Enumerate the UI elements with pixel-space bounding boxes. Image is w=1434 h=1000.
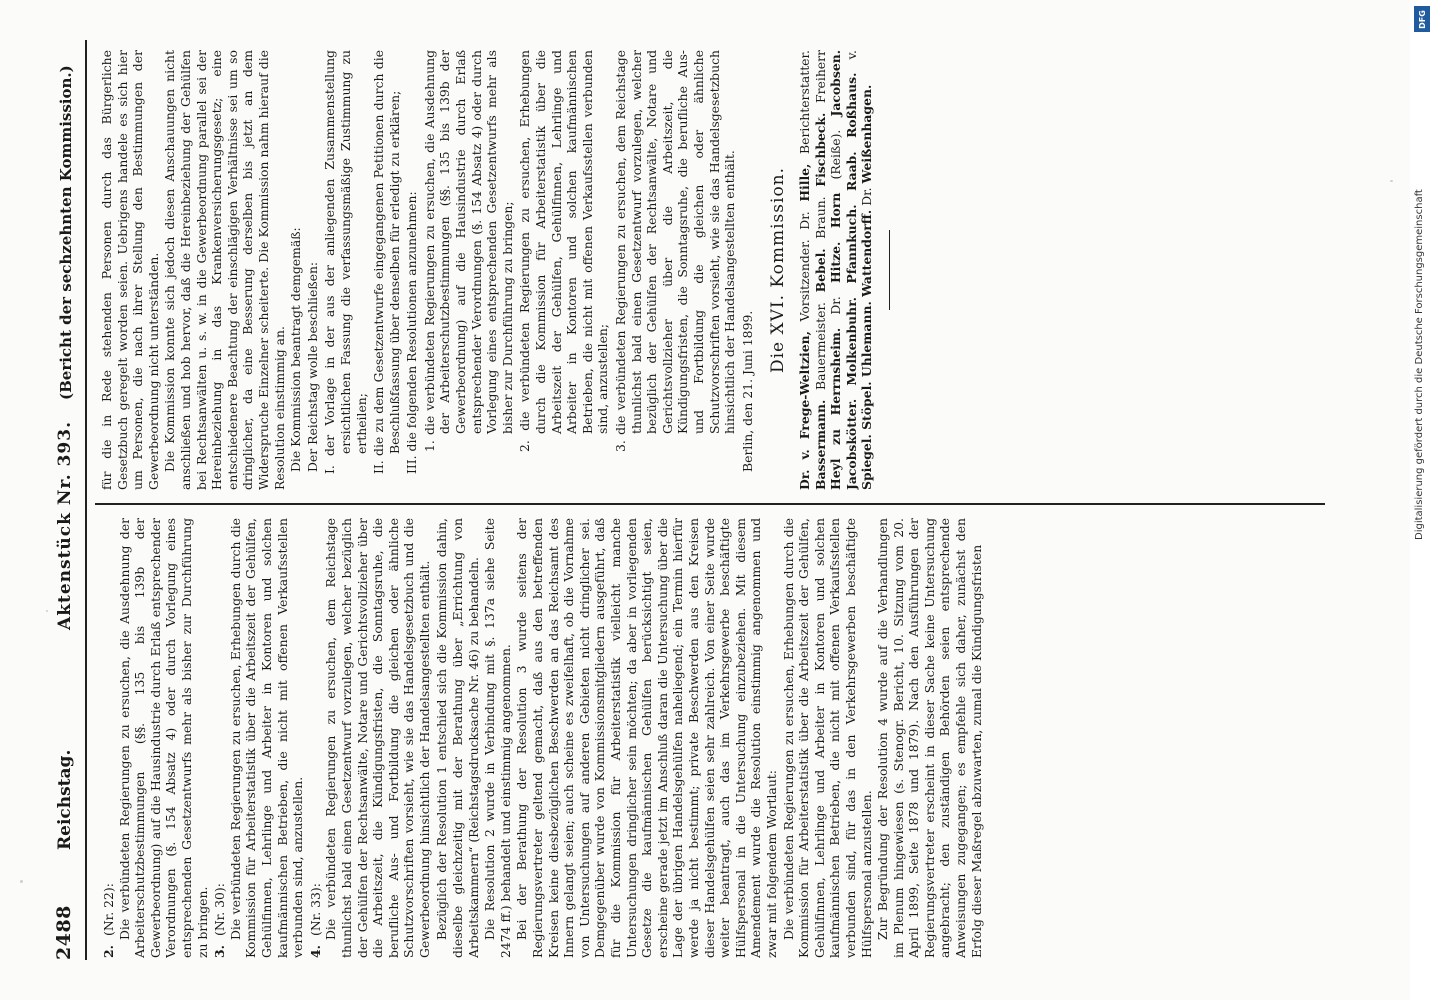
end-rule	[889, 230, 890, 310]
member-title: v.	[843, 50, 859, 73]
member-name: Molkenbuhr. Pfannkuch. Raab. Roßhaus.	[843, 72, 859, 386]
item-ref: (Nr. 30):	[212, 883, 228, 936]
page-header	[55, 40, 81, 960]
member-name: Fischbeck.	[812, 112, 828, 187]
header-rule	[85, 40, 87, 960]
member-title: Freiherr	[812, 50, 828, 113]
resolution-item-4	[308, 518, 433, 958]
item-ref: (Nr. 22):	[101, 883, 116, 936]
column-divider	[95, 503, 1325, 505]
header-aktenstueck: Aktenstück Nr. 393.	[55, 420, 75, 630]
item-text: Die verbündeten Regierungen zu ersuchen, dem Reichstage thunlichst bald einen Gesetzentwurf vorzulegen, welcher bezüglich der Gehülfen der Rechtsanwälte, Notare und Gerichtsvollzieher über die Arbeitszeit, die Kündigungsfristen, die Sonntagsruhe, die berufliche Aus- und Fortbildung die gleichen oder ähnliche Schutzvorschriften vorsieht, wie sie das Handelsgesetzbuch und die Gewerbeordnung hinsichtlich der Handelsangestellten enthält.	[323, 518, 432, 958]
right-column	[99, 50, 1339, 490]
motion-item: I. der Vorlage in der aus der anliegenden Zusammenstellung ersichtlichen Fassung die verfassungsmäßige Zustimmung zu ertheilen;	[322, 50, 369, 474]
paragraph: Bei der Berathung der Resolution 3 wurde seitens der Regierungsvertreter geltend gemacht, daß aus den betreffenden Kreisen keine diesbezüglichen Beschwerden an das Reichsamt des Innern gelangt seien; auch scheine es zweifelhaft, ob die Vornahme von Untersuchungen auf anderen Gebieten nicht dringlicher sei. Demgegenüber wurde von Kommissionsmitgliedern ausgeführt, daß für die Kommission für Arbeiterstatistik vielleicht manche Untersuchungen dringlicher sein möchten; da aber in vorliegenden Gesetze die kaufmännischen Gehülfen berücksichtigt seien, erscheine gerade jetzt im Anschluß daran die Untersuchung über die Lage der übrigen Handelsgehülfen naheliegend; ein Termin hierfür werde ja nicht bestimmt; private Beschwerden aus den Kreisen dieser Handelsgehülfen seien sehr zahlreich. Von einer Seite wurde weiter beantragt, auch das im Verkehrsgewerbe beschäftigte Hülfspersonal in die Untersuchung einzubeziehen. Mit diesem Amendement wurde die Resolution einstimmig angenommen und zwar mit folgendem Wortlaut:	[514, 518, 779, 958]
member-note: (Reiße).	[828, 116, 844, 193]
header-reichstag: Reichstag.	[55, 749, 75, 850]
left-column	[99, 518, 1339, 958]
item-number: 2.	[101, 945, 116, 958]
member-name: Hitze. Horn	[828, 192, 844, 284]
paragraph: Bezüglich der Resolution 1 entschied sich die Kommission dahin, dieselbe gleichzeitig mit der Berathung über „Errichtung von Arbeitskammern“ (Reichstagsdrucksache Nr. 46) zu behandeln.	[434, 518, 481, 958]
item-text: Die verbündeten Regierungen zu ersuchen, Erhebungen durch die Kommission für Arbeiterstatistik über die Arbeitszeit der Gehülfen, Gehülfinnen, Lehrlinge und Arbeiter in Kontoren und solchen kaufmännischen Betrieben, die nicht mit offenen Verkaufsstellen verbunden sind, anzustellen.	[227, 518, 306, 958]
date-line: Berlin, den 21. Juni 1899.	[739, 310, 755, 472]
member-name: Heyl zu Herrnsheim.	[828, 327, 844, 490]
rotated-page-content	[55, 0, 1345, 1000]
member-title: Dr.	[828, 283, 844, 328]
resolution-entry: 3. die verbündeten Regierungen zu ersuchen, dem Reichstage thunlichst bald einen Gesetzentwurf vorzulegen, welcher bezüglich der Gehülfen der Rechtsanwälte, Notare und Gerichtsvollzieher über die Arbeitszeit, die Kündigungsfristen, die Sonntagsruhe, die berufliche Aus- und Fortbildung die gleichen oder ähnliche Schutzvorschriften vorsieht, wie sie das Handelsgesetzbuch hinsichtlich der Handelsangestellten enthält.	[613, 50, 738, 452]
scan-speck	[20, 880, 23, 883]
item-text: Die verbündeten Regierungen zu ersuchen, die Ausdehnung der Arbeiterschutzbestimmungen (§§. 135 bis 139b der Gewerbeordnung) auf die Hausindustrie durch Erlaß entsprechender Verordnungen (§. 154 Absatz 4) oder durch Vorlegung eines entsprechenden Gesetzentwurfs mehr als bisher zur Durchführung zu bringen.	[116, 518, 210, 958]
paragraph: Die verbündeten Regierungen zu ersuchen, Erhebungen durch die Kommission für Arbeiterstatistik über die Arbeitszeit der Gehülfen, Gehülfinnen, Lehrlinge und Arbeiter in Kontoren und solchen kaufmännischen Betrieben, die nicht mit offenen Verkaufsstellen verbunden sind, für das in den Verkehrsgewerben beschäftigte Hülfspersonal anzustellen.	[780, 518, 874, 958]
scan-speck	[1390, 180, 1393, 182]
member-name: Spiegel. Stöpel. Uhlemann. Wattendorff.	[859, 209, 875, 490]
item-ref: (Nr. 33):	[307, 883, 323, 936]
member-name: Jacobsen. Jacobskötter.	[828, 50, 859, 490]
member-name: Weißenhagen.	[859, 84, 875, 184]
member-name: Dr. v. Frege-Weltzien,	[796, 331, 812, 490]
member-name: Bassermann.	[812, 399, 828, 490]
member-name: Bauermeister.	[812, 292, 828, 400]
dfg-logo-text: DFG	[1417, 9, 1427, 29]
member-name: Hille,	[796, 163, 812, 202]
resolution-list	[422, 50, 738, 452]
resolution-entry: 2. die verbündeten Regierungen zu ersuchen, Erhebungen durch die Kommission für Arbeiterstatistik über die Arbeitszeit der Gehülfen, Gehülfinnen, Lehrlinge und Arbeiter in Kontoren und solchen kaufmännischen Betrieben, die nicht mit offenen Verkaufsstellen verbunden sind, anzustellen;	[517, 50, 611, 452]
scan-speck	[46, 610, 48, 612]
paragraph: für die in Rede stehenden Personen durch das Bürgerliche Gesetzbuch geregelt worden seien. Uebrigens handele es sich hier um Personen, die nach ihrer Stellung den Bestimmungen der Gewerbeordnung nicht unterständen.	[99, 50, 161, 490]
resolution-item-3	[212, 518, 306, 958]
paragraph: Die Resolution 2 wurde in Verbindung mit §. 137a siehe Seite 2474 ff.) behandelt und einstimmig angenommen.	[482, 518, 513, 958]
item-number: 4.	[307, 945, 323, 958]
page-number: 2488	[53, 905, 75, 960]
resolution-entry: 1. die verbündeten Regierungen zu ersuchen, die Ausdehnung der Arbeiterschutzbestimmungen (§§. 135 bis 139b der Gewerbeordnung) auf die Hausindustrie durch Erlaß entsprechender Verordnungen (§. 154 Absatz 4) oder durch Vorlegung eines entsprechenden Gesetzentwurfs mehr als bisher zur Durchführung zu bringen;	[421, 50, 515, 452]
header-bericht: (Bericht der sechzehnten Kommission.)	[57, 65, 75, 400]
member-name: Braun.	[812, 186, 828, 249]
item-number: 3.	[212, 945, 228, 958]
motion-item: III. die folgenden Resolutionen anzunehmen:	[404, 191, 420, 474]
paragraph: Zur Begründung der Resolution 4 wurde auf die Verhandlungen im Plenum hingewiesen (s. Stenogr. Bericht, 10. Sitzung vom 20. April 1899, Seite 1878 und 1879). Nach den Ausführungen der Regierungsvertreter erscheint in dieser Sache keine Untersuchung angebracht; den zuständigen Behörden seien entsprechende Anweisungen zugegangen; es empfehle sich daher, zunächst den Erfolg dieser Maßregel abzuwarten, zumal die Kündigungsfristen	[875, 518, 984, 958]
paragraph: Der Reichstag wolle beschließen:	[304, 261, 320, 472]
paragraph: Die Kommission konnte sich jedoch diesen Anschauungen nicht anschließen und hob hervor, daß die Hereinbeziehung der Gehülfen bei Rechtsanwälten u. s. w. in die Gewerbeordnung parallel sei der Hereinbeziehung in das Krankenversicherungsgesetz; eine entschiedenere Beachtung der einschlägigen Verhältnisse sei um so dringlicher, da eine Besserung derselben bis jetzt an dem Widerspruche Einzelner scheiterte. Die Kommission nahm hierauf die Resolution einstimmig an.	[162, 50, 287, 490]
member-sep	[844, 386, 859, 399]
resolution-item-2	[101, 518, 210, 958]
member-name: Bebel.	[812, 248, 828, 293]
member-title: Dr.	[859, 183, 875, 210]
digitization-credit: Digitalisierung gefördert durch die Deutsche Forschungsgemeinschaft	[1414, 189, 1425, 540]
motion-item: II. die zu dem Gesetzentwurfe eingegangenen Petitionen durch die Beschlußfassung über denselben für erledigt zu erklären;	[371, 50, 402, 474]
paragraph: Die Kommission beantragt demgemäß:	[288, 227, 304, 472]
commission-members	[797, 50, 875, 490]
commission-title: Die XVI. Kommission.	[768, 166, 789, 374]
motion-list	[322, 50, 420, 474]
member-role: Berichterstatter.	[796, 50, 812, 164]
member-role: Vorsitzender. Dr.	[796, 201, 812, 332]
